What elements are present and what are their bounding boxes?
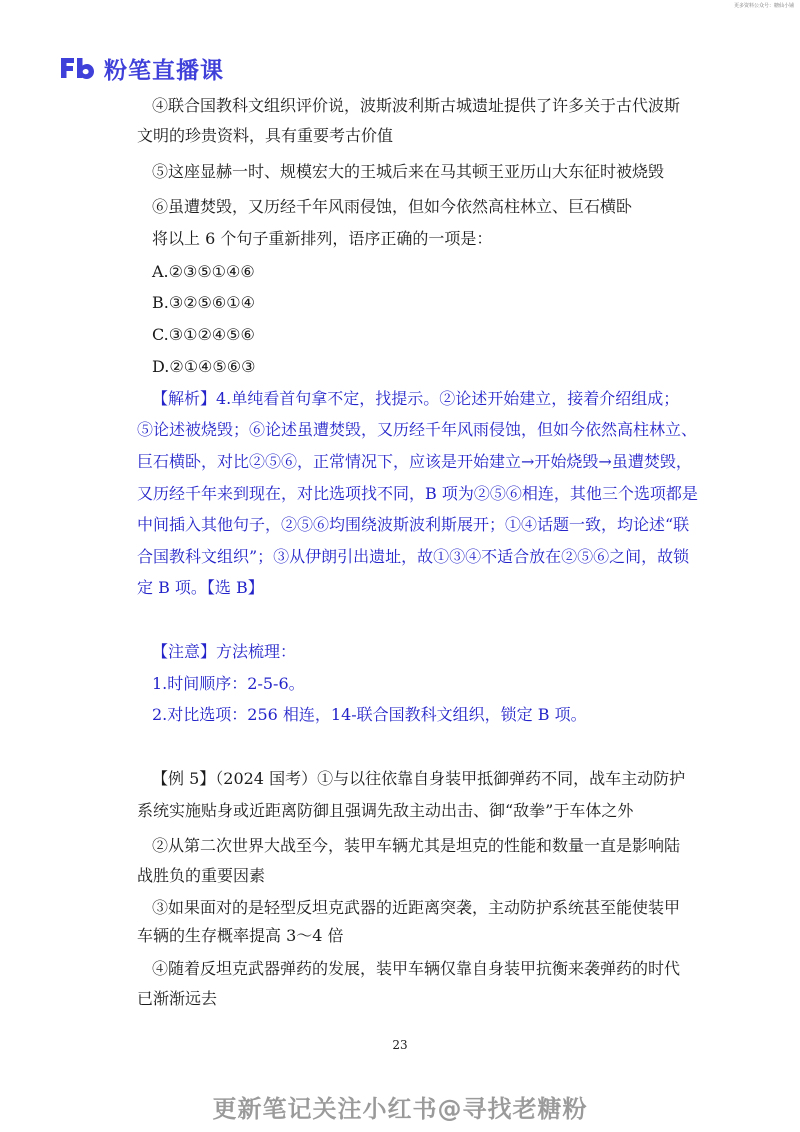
brand-logo [58,52,224,84]
analysis-line: 合国教科文组织”；③从伊朗引出遗址，故①③④不适合放在②⑤⑥之间，故锁 [137,547,690,566]
answer-line: 定 B 项。【选 B】 [137,578,264,597]
page-number: 23 [392,1038,408,1052]
note-heading: 【注意】方法梳理： [152,642,297,661]
text-line: ④随着反坦克武器弹药的发展，装甲车辆仅靠自身装甲抗衡来袭弹药的时代 [152,959,681,978]
analysis-line: 又历经千年来到现在，对比选项找不同，B 项为②⑤⑥相连，其他三个选项都是 [137,484,698,503]
text-line: ⑥虽遭焚毁，又历经千年风雨侵蚀，但如今依然高柱林立、巨石横卧 [152,197,633,216]
corner-note: 更多资料公众号：糖仙小铺 [733,3,794,9]
text-line: 战胜负的重要因素 [137,866,266,885]
option-d: D.②①④⑤⑥③ [152,357,256,376]
text-line: 已渐渐远去 [137,989,218,1008]
text-line: ②从第二次世界大战至今，装甲车辆尤其是坦克的性能和数量一直是影响陆 [152,836,681,855]
logo-text: 粉笔直播课 [104,57,224,84]
analysis-line: 【解析】4.单纯看首句拿不定，找提示。②论述开始建立，接着介绍组成； [152,389,680,408]
analysis-line: 中间插入其他句子，②⑤⑥均围绕波斯波利斯展开；①④话题一致，均论述“联 [137,515,690,534]
fenbi-logo-icon [58,55,96,81]
question-prompt: 将以上 6 个句子重新排列，语序正确的一项是： [152,229,493,248]
option-a: A.②③⑤①④⑥ [152,262,255,281]
analysis-line: ⑤论述被烧毁；⑥论述虽遭焚毁，又历经千年风雨侵蚀，但如今依然高柱林立、 [137,420,698,439]
analysis-line: 巨石横卧，对比②⑤⑥，正常情况下，应该是开始建立→开始烧毁→虽遭焚毁， [137,452,692,471]
text-line: 系统实施贴身或近距离防御且强调先敌主动出击、御“敌拳”于车体之外 [137,801,634,820]
note-item: 1.时间顺序：2-5-6。 [152,674,305,693]
example-heading: 【例 5】（2024 国考）①与以往依靠自身装甲抵御弹药不同，战车主动防护 [152,769,686,788]
text-line: ④联合国教科文组织评价说，波斯波利斯古城遗址提供了许多关于古代波斯 [152,96,681,115]
footer-banner: 更新笔记关注小红书@寻找老糖粉 [212,1095,588,1123]
text-line: 文明的珍贵资料，具有重要考古价值 [137,126,394,145]
option-c: C.③①②④⑤⑥ [152,325,255,344]
text-line: ③如果面对的是轻型反坦克武器的近距离突袭，主动防护系统甚至能使装甲 [152,898,681,917]
option-b: B.③②⑤⑥①④ [152,293,255,312]
text-line: ⑤这座显赫一时、规模宏大的王城后来在马其顿王亚历山大东征时被烧毁 [152,162,665,181]
text-line: 车辆的生存概率提高 3～4 倍 [137,926,344,945]
note-item: 2.对比选项：256 相连，14-联合国教科文组织，锁定 B 项。 [152,705,587,724]
